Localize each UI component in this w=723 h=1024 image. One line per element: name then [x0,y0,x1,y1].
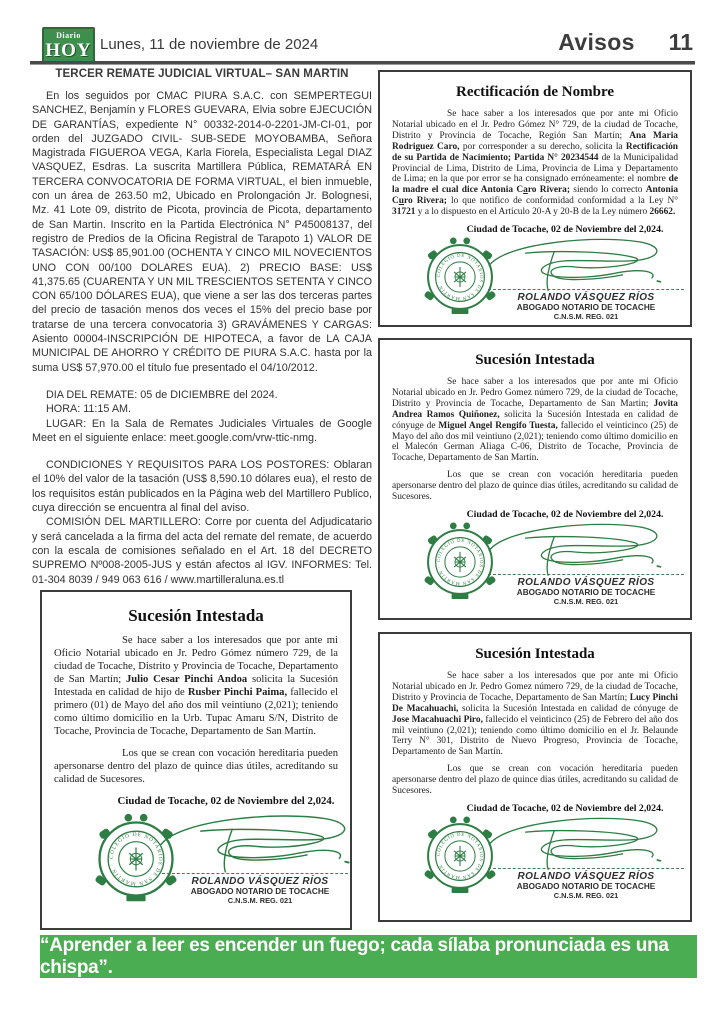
notice-dateline: Ciudad de Tocache, 02 de Noviembre del 2,024. [117,795,335,807]
text-segment: de la Municipalidad Provincial de Lima, Distrito de Lima, Provincia de Lima y Departamento de Lima; en la que por error se ha consignado erróneamente: el nombre [392,152,679,185]
text-segment: Jovita Andrea Ramos Quiñonez, [392,398,678,420]
header-right [558,29,693,56]
diario-hoy-logo [42,27,95,65]
paragraph [54,634,338,738]
notary-registry: C.N.S.M. REG. 021 [553,890,619,900]
paragraph: COMISIÓN DEL MARTILLERO: Corre por cuenta del Adjudicatario y será cancelada a la firma del acta del remate del remate, de acuerdo con la escala de comisiones señalado en el Art. 18 del DECRETO SUPREMO Nº008-2005-JUS y están afectos al IGV. INFORMES: Tel. 01-304 8039 / 949 063 616 / www.martilleraluna.es.tl [32,516,372,586]
notice-title: Sucesión Intestada [475,646,595,662]
notary-registry: C.N.S.M. REG. 021 [553,312,619,322]
header-divider [30,61,695,65]
notary-name: ROLANDO VÁSQUEZ RÍOS [517,292,655,304]
notice-sucesion-macahuachi [378,632,692,922]
notary-title: ABOGADO NOTARIO DE TOCACHE [516,881,656,891]
section-title: Avisos [558,29,635,55]
text-segment: solicita la Sucesión Intestada en calidad de cónyuge de [458,703,678,714]
notary-title: ABOGADO NOTARIO DE TOCACHE [516,587,656,597]
notary-title: ABOGADO NOTARIO DE TOCACHE [190,887,330,896]
paragraph [392,109,678,218]
text-segment: fallecido el veinticinco (25) de Mayo del año dos mil veintiuno (2,021); teniendo como último domicilio en el Malecón German Aliaga C-06, Distrito de Tocache, Provincia de Tocache, Departamento de San Martín. [392,420,678,464]
text-segment: u [398,196,404,207]
signature-icon [470,812,682,874]
notice-sucesion-pinchi [40,590,352,930]
notary-stamp-block [392,233,678,327]
text-segment: fallecido el veinticinco (25) de Febrero del año dos mil veintiuno (2,021); teniendo como último domicilio en el Jr. Belaunde Terry N° 301, Distrito de Nuevo Progreso, Provincia de Tocache, Departamento de San Martín. [392,714,678,758]
text-segment: ro Rivera; [404,196,447,207]
notice-dateline: Ciudad de Tocache, 02 de Noviembre del 2,024. [466,802,664,814]
paragraph [392,671,678,758]
paragraph: DIA DEL REMATE: 05 de DICIEMBRE del 2024. [46,388,278,401]
text-segment: Los que se crean con vocación hereditaria pueden apersonarse dentro del plazo de quince dias útiles, acreditando su calidad de Sucesores. [392,470,678,503]
text-segment: Ana Maria Rodriguez Caro, [392,130,678,152]
text-segment: y a lo dispuesto en el Artículo 20-A y 20-B de la Ley número [415,207,650,218]
text-segment: 31721 [392,207,416,218]
notice-dateline: Ciudad de Tocache, 02 de Noviembre del 2,024. [466,508,664,520]
signature-icon [470,518,682,580]
article-body [32,89,372,587]
notary-identity [162,873,352,905]
text-segment: por corresponder a su derecho, solicita la [459,141,626,152]
text-segment: Rusber Pinchi Paima, [187,687,288,698]
text-segment: solicita la Sucesión Intestada en calidad de hijo de [54,674,338,698]
text-segment: Los que se crean con vocación hereditaria pueden apersonarse dentro del plazo de quince dias útiles, acreditando su calidad de Sucesores. [54,748,338,785]
text-segment: Lucy Pinchi De Macahuachi, [392,692,678,714]
notary-identity [488,289,684,321]
paragraph: HORA: 11:15 AM. [46,403,132,416]
paragraph [54,747,338,786]
notary-name: ROLANDO VÁSQUEZ RÍOS [191,876,329,887]
notice-title: Sucesión Intestada [475,352,595,368]
article-title: TERCER REMATE JUDICIAL VIRTUAL– SAN MARTIN [55,68,349,80]
logo-diario-text: Diario [56,31,81,40]
notary-identity [488,868,684,900]
page-number: 11 [668,29,693,55]
notice-body [392,671,678,797]
paragraph: En los seguidos por CMAC PIURA S.A.C. con SEMPERTEGUI SANCHEZ, Benjamín y FLORES GUEVARA, Elvia sobre EJECUCIÓN DE GARANTÍAS, expediente N° 00332-2014-0-2201-JM-CI-01, por orden del JUZGADO CIVIL- SUB-SEDE MOYOBAMBA, Señora Magistrada FIGUEROA VEGA, Karla Fiorela, Especialista Legal DIAZ VASQUEZ, Esdras. La suscrita Martillera Pública, REMATARÁ EN TERCERA CONVOCATORIA DE FORMA VIRTUAL, el bien inmueble, con un área de 263.50 m2, Ubicado en Prolongación Jr. Bolognesi, Mz. 41 Lote 09, distrito de Picota, provincia de Picota, departamento de San Martin. Inscrito en la Partida Electrónica N° P45008137, del registro de Predios de la Oficina Registral de Tarapoto 1) VALOR DE TASACIÓN: US$ 85,901.00 (OCHENTA Y CINCO MIL NOVECIENTOS UNO CON 00/100 DOLARES EUA). 2) PRECIO BASE: US$ 41,375.65 (CUARENTA Y UN MIL TRESCIENTOS SETENTA Y CINCO CON 65/100 DÓLARES EUA), que viene a ser las dos terceras partes del precio de tasación menos dos veces el 15% del precio base por tratarse de una tercera convocatoria 3) GRAVÁMENES Y CARGAS: Asiento 00004-INSCRIPCIÓN DE HIPOTECA, a favor de LA CAJA MUNICIPAL DE AHORRO Y CRÉDITO DE PIURA S.A.C. hasta por la suma US$ 57,970.00 el título fue presentado el 04/10/2012. [32,90,372,374]
text-segment: Antonia C [392,185,679,207]
notary-title: ABOGADO NOTARIO DE TOCACHE [516,303,656,313]
edition-date: Lunes, 11 de noviembre de 2024 [100,36,319,53]
text-segment: Se hace saber a los interesados que por ante mi Oficio Notarial ubicado en Jr. Pedro Gomez número 729, de la ciudad de Tocache, Distrito y Provincia de Tocache, Departamento de San Martín; [392,671,678,703]
notary-registry: C.N.S.M. REG. 021 [553,596,619,606]
text-segment: Se hace saber a los interesados que por ante mi Oficio Notarial ubicado en Jr. Pedro Gómez número 729, de la ciudad de Tocache, Distrito y Provincia de Tocache, Departamento de San Martín; [54,635,338,685]
text-segment: Se hace saber a los interesados que por ante mi Oficio Notarial ubicado en Jr. Pedro Gomez número 729, de la ciudad de Tocache, Distrito y Provincia de Tocache, Departamento de San Martin; [392,377,678,409]
paragraph [392,764,678,797]
remate-article [32,68,372,588]
text-segment: siendo lo correcto [570,185,646,196]
notice-sucesion-rengifo [378,338,692,620]
paragraph [392,470,678,503]
text-segment: fallecido el primero (01) de Mayo del año dos mil veintiuno (2,021); teniendo como último domicilio en la Urb. Tupac Amaru S/N, Distrito de Tocache, Provincia de Tocache, Departamento de San Martín. [54,687,339,737]
notice-title: Rectificación de Nombre [455,84,614,100]
notice-dateline: Ciudad de Tocache, 02 de Noviembre del 2,024. [466,224,664,236]
notary-stamp-block [54,809,338,921]
text-segment: a [523,185,528,196]
notary-stamp-block [392,518,678,614]
notary-name: ROLANDO VÁSQUEZ RÍOS [517,576,655,588]
notice-body [392,377,678,503]
logo-hoy-text: HOY [45,40,92,61]
text-segment: lo que notifico de conformidad conformidad a la Ley N° [446,196,678,207]
quote-text: “Aprender a leer es encender un fuego; cada sílaba pronunciada es una chispa”. [40,934,669,978]
text-segment: 26662. [649,207,676,218]
notary-identity [488,574,684,606]
paragraph: CONDICIONES Y REQUISITOS PARA LOS POSTORES: Oblaran el 10% del valor de la tasación (US$ 8,590.10 dólares eua), el resto de los requisitos están publicados en la Página web del Martillero Publico, cuya dirección se encuentra al final del aviso. [32,459,372,515]
notary-name: ROLANDO VÁSQUEZ RÍOS [517,870,655,882]
notice-body [54,634,338,786]
signature-icon [470,233,682,295]
quote-banner [40,935,697,978]
notary-stamp-block [392,812,678,908]
text-segment: Los que se crean con vocación hereditaria pueden apersonarse dentro del plazo de quince dias útiles, acreditando su calidad de Sucesores. [392,764,678,797]
signature-icon [146,809,352,877]
notice-title: Sucesión Intestada [128,606,264,625]
notary-registry: C.N.S.M. REG. 021 [227,896,293,905]
paragraph: LUGAR: En la Sala de Remates Judiciales Virtuales de Google Meet en el siguiente enlace: meet.google.com/vrw-ttic-nmg. [32,417,372,444]
text-segment: Jose Macahuachi Piro, [392,714,483,725]
paragraph [392,377,678,464]
text-segment: de la madre el cual dice Antonia C [392,174,678,196]
text-segment: Julio Cesar Pinchi Andoa [125,674,248,685]
text-segment: ro Rivera; [527,185,570,196]
text-segment: Miguel Angel Rengifo Tuesta, [438,420,558,431]
text-segment: solicita la Sucesión Intestada en calidad de cónyuge de [392,409,678,431]
text-segment: Se hace saber a los interesados que por ante mi Oficio Notarial ubicado en el Jr. Pedro Gómez N° 729, de la ciudad de Tocache, Distrito y Provincia de Tocache, Región San Martín; [392,109,678,141]
text-segment: Rectificación de su Partida de Nacimiento; Partida N° 20234544 [392,141,678,163]
notice-body [392,109,678,218]
notice-rectificacion-nombre [378,70,692,327]
